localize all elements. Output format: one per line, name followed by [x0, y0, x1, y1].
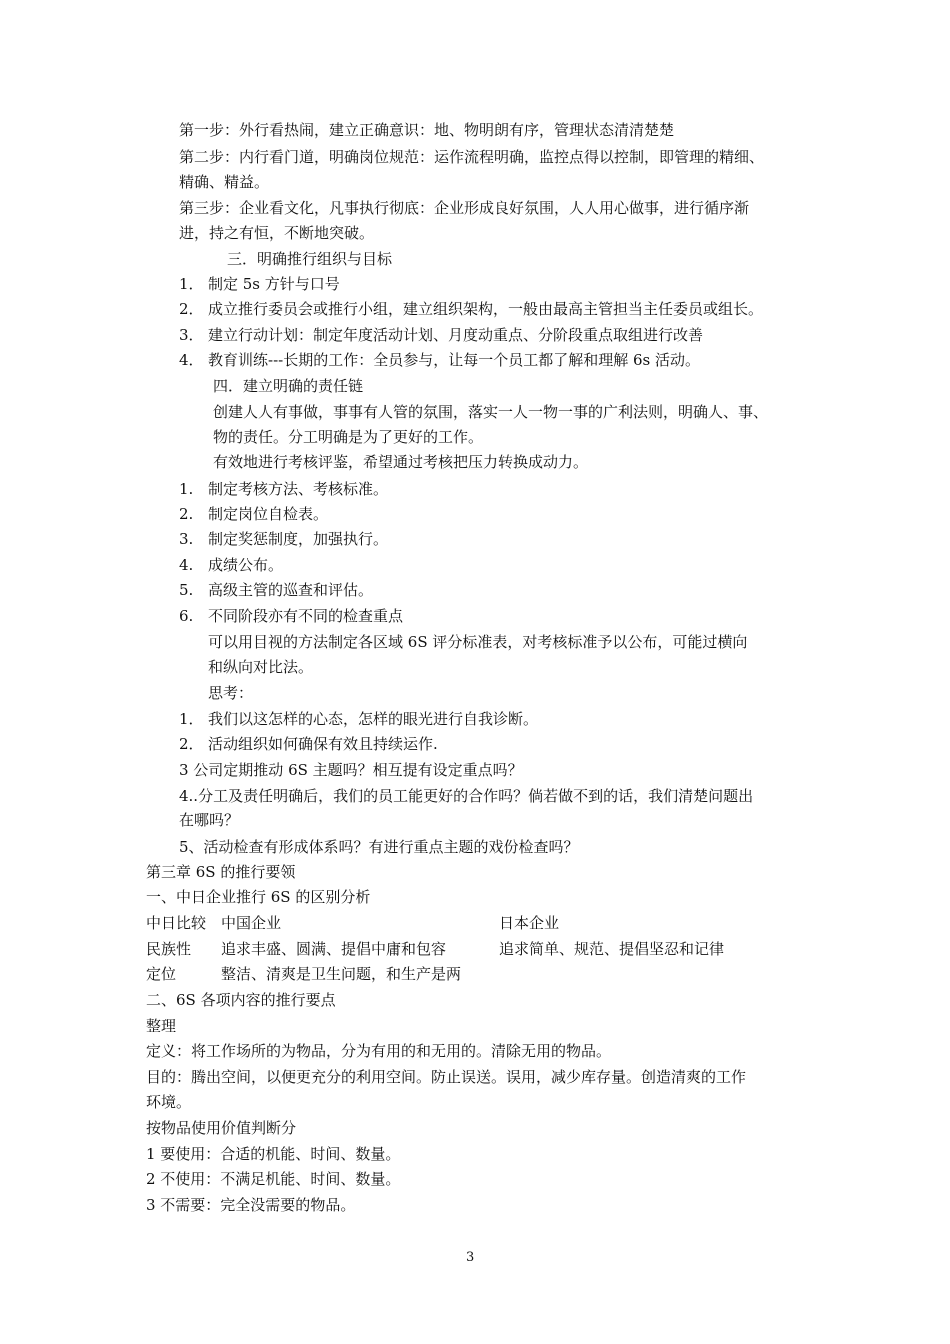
- s4-item-2: 制定岗位自检表。: [208, 505, 329, 523]
- step-1: 第一步：外行看热闹，建立正确意识：地、物明朗有序，管理状态清清楚楚: [179, 121, 675, 139]
- s3-item-2-num: 2．: [179, 300, 204, 318]
- thinking-label: 思考：: [208, 684, 254, 702]
- purpose-cont: 环境。: [146, 1093, 192, 1111]
- chapter-3-sub-1: 一、中日企业推行 6S 的区别分析: [146, 888, 371, 906]
- step-2: 第二步：内行看门道，明确岗位规范：运作流程明确，监控点得以控制，即管理的精细、: [179, 148, 765, 166]
- q-2: 活动组织如何确保有效且持续运作.: [208, 735, 438, 753]
- section-3-heading: 三．明确推行组织与目标: [227, 250, 393, 268]
- compare-header-col2: 日本企业: [499, 914, 560, 932]
- section-4-heading: 四．建立明确的责任链: [213, 377, 364, 395]
- s4-item-5: 高级主管的巡查和评估。: [208, 581, 374, 599]
- s3-item-3: 建立行动计划：制定年度活动计划、月度动重点、分阶段重点取组进行改善: [208, 326, 704, 344]
- s3-item-4-num: 4．: [179, 351, 204, 369]
- compare-header-col0: 中日比较: [146, 914, 207, 932]
- s4-para-3: 可以用目视的方法制定各区域 6S 评分标准表，对考核标准予以公布，可能过横向: [208, 633, 748, 651]
- s4-para-1-cont: 物的责任。分工明确是为了更好的工作。: [213, 428, 484, 446]
- q-3: 3 公司定期推动 6S 主题吗？相互提有设定重点吗？: [179, 761, 523, 779]
- s4-item-5-num: 5.: [179, 581, 194, 599]
- s4-para-1: 创建人人有事做，事事有人管的氛围，落实一人一物一事的广利法则，明确人、事、: [213, 403, 769, 421]
- judge-3: 3 不需要：完全没需要的物品。: [146, 1196, 356, 1214]
- definition: 定义：将工作场所的为物品，分为有用的和无用的。清除无用的物品。: [146, 1042, 612, 1060]
- s4-para-3-cont: 和纵向对比法。: [208, 658, 314, 676]
- q-1: 我们以这怎样的心态，怎样的眼光进行自我诊断。: [208, 710, 539, 728]
- judge-2: 2 不使用：不满足机能、时间、数量。: [146, 1170, 401, 1188]
- q-4: 4..分工及责任明确后，我们的员工能更好的合作吗？倘若做不到的话，我们清楚问题出: [179, 787, 754, 805]
- q-2-num: 2．: [179, 735, 204, 753]
- s4-item-1-num: 1.: [179, 480, 194, 498]
- zhengli-heading: 整理: [146, 1017, 177, 1035]
- q-1-num: 1．: [179, 710, 204, 728]
- compare-header-col1: 中国企业: [221, 914, 282, 932]
- s4-item-6: 不同阶段亦有不同的检查重点: [208, 607, 404, 625]
- s4-para-2: 有效地进行考核评鉴，希望通过考核把压力转换成动力。: [213, 453, 589, 471]
- s3-item-4: 教育训练---长期的工作：全员参与，让每一个员工都了解和理解 6s 活动。: [208, 351, 700, 369]
- s4-item-3: 制定奖惩制度，加强执行。: [208, 530, 389, 548]
- compare-row2-col0: 定位: [146, 965, 177, 983]
- s4-item-4: 成绩公布。: [208, 556, 284, 574]
- s3-item-1: 制定 5s 方针与口号: [208, 275, 340, 293]
- page-number: 3: [466, 1250, 475, 1265]
- compare-row1-col0: 民族性: [146, 940, 192, 958]
- q-5: 5、活动检查有形成体系吗？有进行重点主题的戏份检查吗？: [179, 838, 579, 856]
- step-3-cont: 进，持之有恒，不断地突破。: [179, 224, 375, 242]
- judge-heading: 按物品使用价值判断分: [146, 1119, 297, 1137]
- s4-item-1: 制定考核方法、考核标准。: [208, 480, 389, 498]
- chapter-3-sub-2: 二、6S 各项内容的推行要点: [146, 991, 336, 1009]
- compare-row1-col1: 追求丰盛、圆满、提倡中庸和包容: [221, 940, 447, 958]
- judge-1: 1 要使用：合适的机能、时间、数量。: [146, 1145, 401, 1163]
- compare-row2-col1: 整洁、清爽是卫生问题，和生产是两: [221, 965, 462, 983]
- s4-item-3-num: 3.: [179, 530, 194, 548]
- step-3: 第三步：企业看文化，凡事执行彻底：企业形成良好氛围，人人用心做事，进行循序渐: [179, 199, 750, 217]
- chapter-3-title: 第三章 6S 的推行要领: [146, 863, 296, 881]
- step-2-cont: 精确、精益。: [179, 173, 270, 191]
- s3-item-2: 成立推行委员会或推行小组，建立组织架构，一般由最高主管担当主任委员或组长。: [208, 300, 764, 318]
- s4-item-6-num: 6.: [179, 607, 194, 625]
- purpose: 目的：腾出空间，以便更充分的利用空间。防止误送。误用，减少库存量。创造清爽的工作: [146, 1068, 747, 1086]
- q-4-cont: 在哪吗？: [179, 811, 240, 829]
- s4-item-2-num: 2.: [179, 505, 194, 523]
- compare-row1-col2: 追求简单、规范、提倡坚忍和记律: [499, 940, 725, 958]
- s3-item-1-num: 1．: [179, 275, 204, 293]
- s4-item-4-num: 4.: [179, 556, 194, 574]
- s3-item-3-num: 3．: [179, 326, 204, 344]
